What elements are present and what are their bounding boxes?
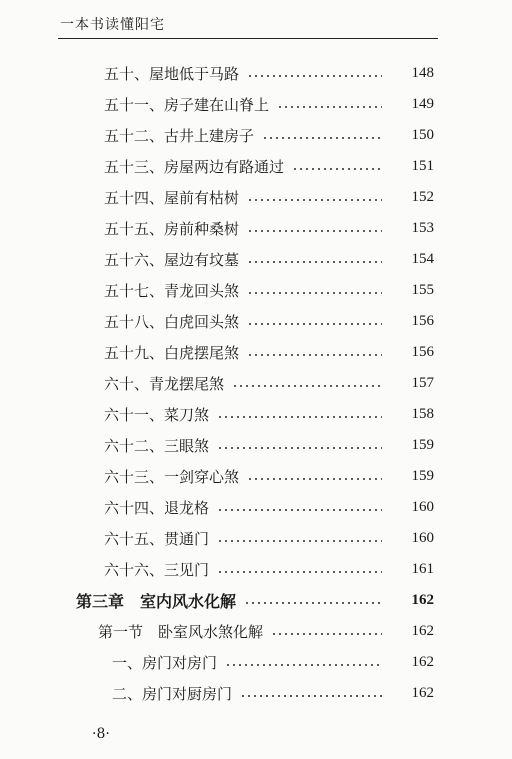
- leader-dots: [217, 540, 382, 542]
- toc-entry-label: 五十一、房子建在山脊上: [104, 95, 270, 114]
- leader-dots: [217, 571, 382, 573]
- toc-entry: [0, 213, 512, 243]
- toc-entry-page: 159: [411, 436, 434, 453]
- toc-entry-label: 六十一、菜刀煞: [104, 405, 210, 424]
- toc-entry-label: 五十七、青龙回头煞: [104, 281, 240, 300]
- toc-entry: [0, 58, 512, 88]
- toc-subentry-page: 162: [411, 653, 434, 670]
- leader-dots: [217, 509, 382, 511]
- toc-entry: [0, 554, 512, 584]
- toc-entry: [0, 306, 512, 336]
- leader-dots: [240, 695, 382, 697]
- leader-dots: [225, 664, 382, 666]
- toc-entry-page: 157: [411, 374, 434, 391]
- toc-entry-page: 160: [411, 498, 434, 515]
- toc-entry-page: 161: [411, 560, 434, 577]
- toc-entry-label: 六十、青龙摆尾煞: [104, 374, 225, 393]
- toc-entry-page: 152: [411, 188, 434, 205]
- toc-entry-label: 五十八、白虎回头煞: [104, 312, 240, 331]
- toc-entry-page: 153: [411, 219, 434, 236]
- toc-entry-page: 151: [411, 157, 434, 174]
- toc-entry-page: 156: [411, 312, 434, 329]
- leader-dots: [271, 633, 382, 635]
- toc-entry: [0, 151, 512, 181]
- toc-entry-page: 155: [411, 281, 434, 298]
- toc-entry-page: 158: [411, 405, 434, 422]
- running-header-title: 一本书读懂阳宅: [60, 17, 165, 33]
- toc-entry: [0, 89, 512, 119]
- leader-dots: [247, 261, 382, 263]
- toc-chapter: [0, 585, 512, 615]
- toc-section-label: 第一节 卧室风水煞化解: [98, 622, 264, 641]
- toc-entry-page: 154: [411, 250, 434, 267]
- leader-dots: [244, 602, 382, 604]
- toc-section-page: 162: [411, 622, 434, 639]
- page-number-footer: ·8·: [92, 726, 110, 742]
- toc-entry-label: 五十九、白虎摆尾煞: [104, 343, 240, 362]
- leader-dots: [247, 478, 382, 480]
- leader-dots: [292, 168, 382, 170]
- toc-entry-label: 六十六、三见门: [104, 560, 210, 579]
- toc-entry: [0, 461, 512, 491]
- toc-entry: [0, 368, 512, 398]
- leader-dots: [262, 137, 382, 139]
- toc-subentry: [0, 647, 512, 677]
- toc-subentry: [0, 678, 512, 708]
- toc-entry-label: 六十三、一剑穿心煞: [104, 467, 240, 486]
- leader-dots: [247, 75, 382, 77]
- toc-entry-page: 148: [411, 64, 434, 81]
- toc-entry: [0, 523, 512, 553]
- leader-dots: [247, 292, 382, 294]
- leader-dots: [247, 354, 382, 356]
- toc-subentry-label: 二、房门对厨房门: [112, 684, 233, 703]
- toc-entry: [0, 182, 512, 212]
- leader-dots: [217, 447, 382, 449]
- toc-entry: [0, 120, 512, 150]
- leader-dots: [247, 199, 382, 201]
- toc-entry-label: 六十四、退龙格: [104, 498, 210, 517]
- leader-dots: [217, 416, 382, 418]
- toc-entry-label: 五十四、屋前有枯树: [104, 188, 240, 207]
- toc-entry-label: 五十五、房前种桑树: [104, 219, 240, 238]
- toc-entry-label: 五十三、房屋两边有路通过: [104, 157, 285, 176]
- toc-entry-label: 六十五、贯通门: [104, 529, 210, 548]
- toc-entry-label: 五十、屋地低于马路: [104, 64, 240, 83]
- leader-dots: [247, 323, 382, 325]
- toc-entry-label: 五十六、屋边有坟墓: [104, 250, 240, 269]
- toc-section: [0, 616, 512, 646]
- toc-entry: [0, 275, 512, 305]
- leader-dots: [277, 106, 382, 108]
- toc-entry: [0, 492, 512, 522]
- toc-entry-page: 150: [411, 126, 434, 143]
- toc-entry-label: 五十二、古井上建房子: [104, 126, 255, 145]
- toc-entry: [0, 399, 512, 429]
- toc-subentry-page: 162: [411, 684, 434, 701]
- toc-entry-page: 149: [411, 95, 434, 112]
- toc-subentry-label: 一、房门对房门: [112, 653, 218, 672]
- toc-entry-page: 156: [411, 343, 434, 360]
- header-rule: [58, 38, 438, 39]
- leader-dots: [247, 230, 382, 232]
- toc-chapter-label: 第三章 室内风水化解: [76, 591, 237, 611]
- toc-entry: [0, 244, 512, 274]
- toc-entry: [0, 430, 512, 460]
- leader-dots: [232, 385, 382, 387]
- toc-entry-page: 160: [411, 529, 434, 546]
- toc-entry: [0, 337, 512, 367]
- toc-chapter-page: 162: [411, 591, 434, 608]
- toc-entry-label: 六十二、三眼煞: [104, 436, 210, 455]
- toc-entry-page: 159: [411, 467, 434, 484]
